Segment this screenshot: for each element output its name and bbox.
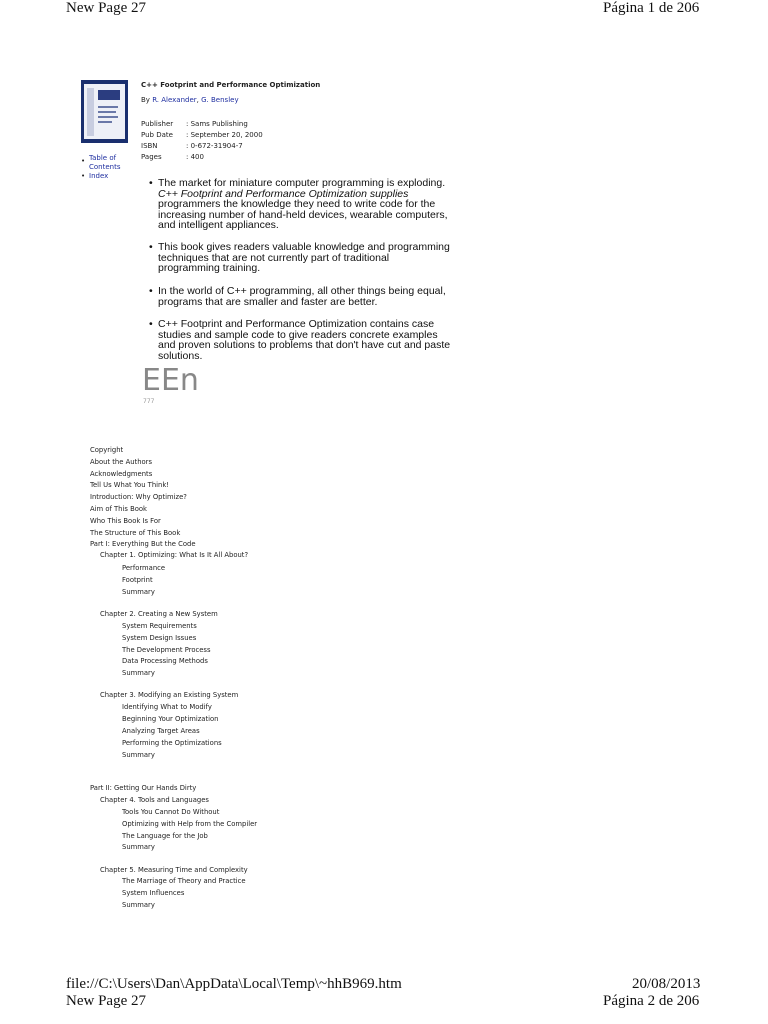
bullet-2-line: programming training. (158, 262, 261, 274)
bullet-icon: • (81, 157, 86, 165)
book-authors: By R. Alexander, G. Bensley (141, 96, 239, 104)
page-header-pagenum-2: Página 2 de 206 (603, 993, 700, 1009)
toc-item[interactable]: Tell Us What You Think! (90, 481, 170, 489)
pubdate-value: : September 20, 2000 (186, 131, 263, 139)
bullet-2-line: techniques that are not currently part of traditional (158, 251, 390, 264)
een-logo-text: EEn (142, 363, 199, 398)
toc-section[interactable]: Summary (122, 588, 155, 596)
toc-item[interactable]: The Structure of This Book (90, 529, 181, 537)
toc-section[interactable]: Performing the Optimizations (122, 739, 222, 747)
bullet-icon: • (149, 177, 153, 189)
page-header-title: New Page 27 (66, 0, 146, 16)
toc-item[interactable]: Introduction: Why Optimize? (90, 493, 187, 501)
publisher-value: : Sams Publishing (186, 120, 248, 128)
index-link[interactable]: Index (89, 172, 109, 180)
book-title: C++ Footprint and Performance Optimization (141, 81, 321, 89)
footer-date: 20/08/2013 (632, 976, 701, 992)
footer-file-path: file://C:\Users\Dan\AppData\Local\Temp\~hhB969.htm (66, 976, 402, 992)
toc-chapter[interactable]: Chapter 3. Modifying an Existing System (100, 691, 239, 699)
een-subtext: 777 (143, 398, 155, 405)
toc-item[interactable]: Who This Book Is For (90, 517, 161, 525)
bullet-3-line: programs that are smaller and faster are better. (158, 295, 378, 308)
page-header-pagenum: Página 1 de 206 (603, 0, 700, 16)
pages-label: Pages (141, 153, 162, 161)
toc-section[interactable]: Analyzing Target Areas (122, 727, 200, 735)
toc-item[interactable]: Copyright (90, 446, 124, 454)
isbn-label: ISBN (141, 142, 158, 150)
toc-section[interactable]: Summary (122, 901, 155, 909)
bullet-2-line: This book gives readers valuable knowledge and programming (158, 241, 450, 253)
bullet-4-line: studies and sample code to give readers concrete examples (158, 328, 438, 341)
bullet-4-line: C++ Footprint and Performance Optimization contains case (158, 318, 435, 330)
toc-chapter[interactable]: Chapter 5. Measuring Time and Complexity (100, 866, 248, 874)
bullet-icon: • (149, 285, 153, 297)
bullet-3-line: In the world of C++ programming, all other things being equal, (158, 285, 446, 297)
toc-section[interactable]: Summary (122, 751, 155, 759)
bullet-item-1 (149, 177, 468, 231)
toc-section[interactable]: System Design Issues (122, 634, 197, 642)
toc-section[interactable]: Summary (122, 669, 155, 677)
bullet-1-line: programmers the knowledge they need to write code for the (158, 198, 436, 210)
toc-section[interactable]: Performance (122, 564, 166, 572)
toc-section[interactable]: System Influences (122, 889, 185, 897)
toc-section[interactable]: Tools You Cannot Do Without (122, 808, 220, 816)
pages-value: : 400 (186, 153, 204, 161)
page-header-title-2: New Page 27 (66, 993, 146, 1009)
bullet-1-line: C++ Footprint and Performance Optimization supplies (158, 187, 409, 200)
toc-section[interactable]: Beginning Your Optimization (122, 715, 219, 723)
toc-item[interactable]: Acknowledgments (90, 470, 153, 478)
bullet-1-line: The market for miniature computer programming is exploding. (158, 177, 446, 189)
pubdate-label: Pub Date (141, 131, 173, 139)
bullet-icon: • (149, 318, 153, 330)
toc-section[interactable]: Summary (122, 843, 155, 851)
toc-item[interactable]: About the Authors (90, 458, 152, 466)
author-link-alexander[interactable]: R. Alexander (152, 96, 197, 104)
bullet-1-line: increasing number of hand-held devices, wearable computers, (158, 208, 448, 221)
toc-item[interactable]: Aim of This Book (90, 505, 147, 513)
bullet-icon: • (81, 172, 86, 180)
toc-section[interactable]: Footprint (122, 576, 153, 584)
toc-section[interactable]: The Language for the Job (122, 832, 208, 840)
toc-part-heading[interactable]: Part II: Getting Our Hands Dirty (90, 784, 197, 792)
bullet-icon: • (149, 241, 153, 253)
toc-section[interactable]: Data Processing Methods (122, 657, 208, 665)
toc-section[interactable]: System Requirements (122, 622, 197, 630)
toc-section[interactable]: The Development Process (122, 646, 211, 654)
toc-part-heading[interactable]: Part I: Everything But the Code (90, 540, 196, 548)
toc-chapter[interactable]: Chapter 4. Tools and Languages (100, 796, 209, 804)
isbn-value: : 0-672-31904-7 (186, 142, 243, 150)
bullet-4-line: solutions. (158, 349, 203, 362)
bullet-item-2 (149, 241, 468, 274)
by-label: By (141, 96, 150, 104)
toc-section[interactable]: Optimizing with Help from the Compiler (122, 820, 258, 828)
toc-section[interactable]: Identifying What to Modify (122, 703, 212, 711)
book-cover-image[interactable] (81, 80, 128, 143)
toc-link-line2[interactable]: Contents (89, 163, 121, 171)
bullet-item-3 (149, 285, 468, 308)
toc-link-line1[interactable]: Table of (89, 154, 117, 162)
toc-section[interactable]: The Marriage of Theory and Practice (122, 877, 246, 885)
bullet-4-line: and proven solutions to problems that don't have cut and paste (158, 339, 451, 351)
bullet-1-line: and intelligent appliances. (158, 219, 279, 231)
toc-chapter[interactable]: Chapter 2. Creating a New System (100, 610, 218, 618)
toc-chapter[interactable]: Chapter 1. Optimizing: What Is It All About? (100, 551, 249, 559)
author-link-bensley[interactable]: G. Bensley (201, 96, 239, 104)
bullet-item-4 (149, 318, 468, 362)
publisher-label: Publisher (141, 120, 174, 128)
